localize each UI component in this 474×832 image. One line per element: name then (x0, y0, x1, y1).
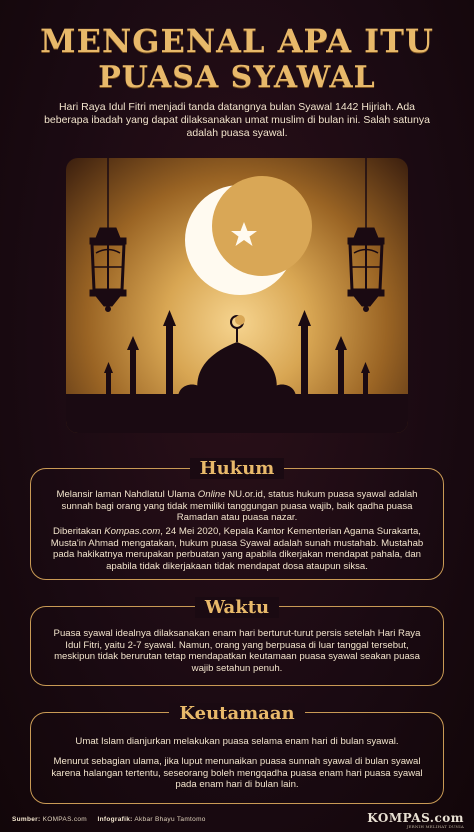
page-title-line2: PUASA SYAWAL (98, 60, 376, 95)
kompas-logo: KOMPAS.com JERNIH MELIHAT DUNIA (367, 811, 464, 829)
waktu-section-title: Waktu (0, 597, 474, 618)
keutamaan-section-title: Keutamaan (0, 703, 474, 724)
intro-paragraph: Hari Raya Idul Fitri menjadi tanda datangnya bulan Syawal 1442 Hijriah. Ada beberapa ibadah yang dapat dilaksanakan umat muslim di bulan ini. Salah satunya adalah puasa syawal. (44, 101, 430, 139)
hukum-section-title: Hukum (0, 458, 474, 479)
hero-illustration (66, 158, 408, 433)
hukum-paragraph-2: Diberitakan Kompas.com, 24 Mei 2020, Kepala Kantor Kementerian Agama Surakarta, Musta'in Ahmad mengatakan, hukum puasa Syawal adalah sunah mustahab. Mustahab pada hakikatnya merupakan perbuatan yang apabila dikerjakan mendapat pahala, dan apabila tidak dikerjakaan tidak mendapat dosa ataupun siksa. (50, 526, 424, 572)
footer-credits: Sumber: KOMPAS.com Infografik: Akbar Bhayu Tamtomo (12, 816, 206, 823)
mosque-icon (66, 310, 408, 433)
waktu-paragraph: Puasa syawal idealnya dilaksanakan enam hari berturut-turut persis setelah Hari Raya Idul Fitri, yaitu 2-7 syawal. Namun, orang yang berpuasa di luar tanggal tersebut, meskipun tidak berurutan tetap mendapatkan keutamaan puasa syawal seakan puasa wajib setahun penuh. (53, 628, 421, 674)
keutamaan-paragraph-1: Umat Islam dianjurkan melakukan puasa selama enam hari di bulan syawal. (75, 736, 399, 747)
lantern-icon (90, 158, 126, 312)
page-title-line1: MENGENAL APA ITU (40, 22, 434, 60)
hukum-paragraph-1: Melansir laman Nahdlatul Ulama Online NU.or.id, status hukum puasa syawal adalah sunnah bagi orang yang tidak memiliki tanggungan puasa wajib, baik qadha puasa Ramadan atau puasa nazar. (56, 489, 418, 524)
keutamaan-paragraph-2: Menurut sebagian ulama, jika luput menunaikan puasa sunnah syawal di bulan syawal karena halangan tertentu, seseorang boleh mengqadha puasa enam hari puasa syawal pada enam hari di bulan lain. (51, 756, 423, 791)
lantern-icon (348, 158, 384, 312)
